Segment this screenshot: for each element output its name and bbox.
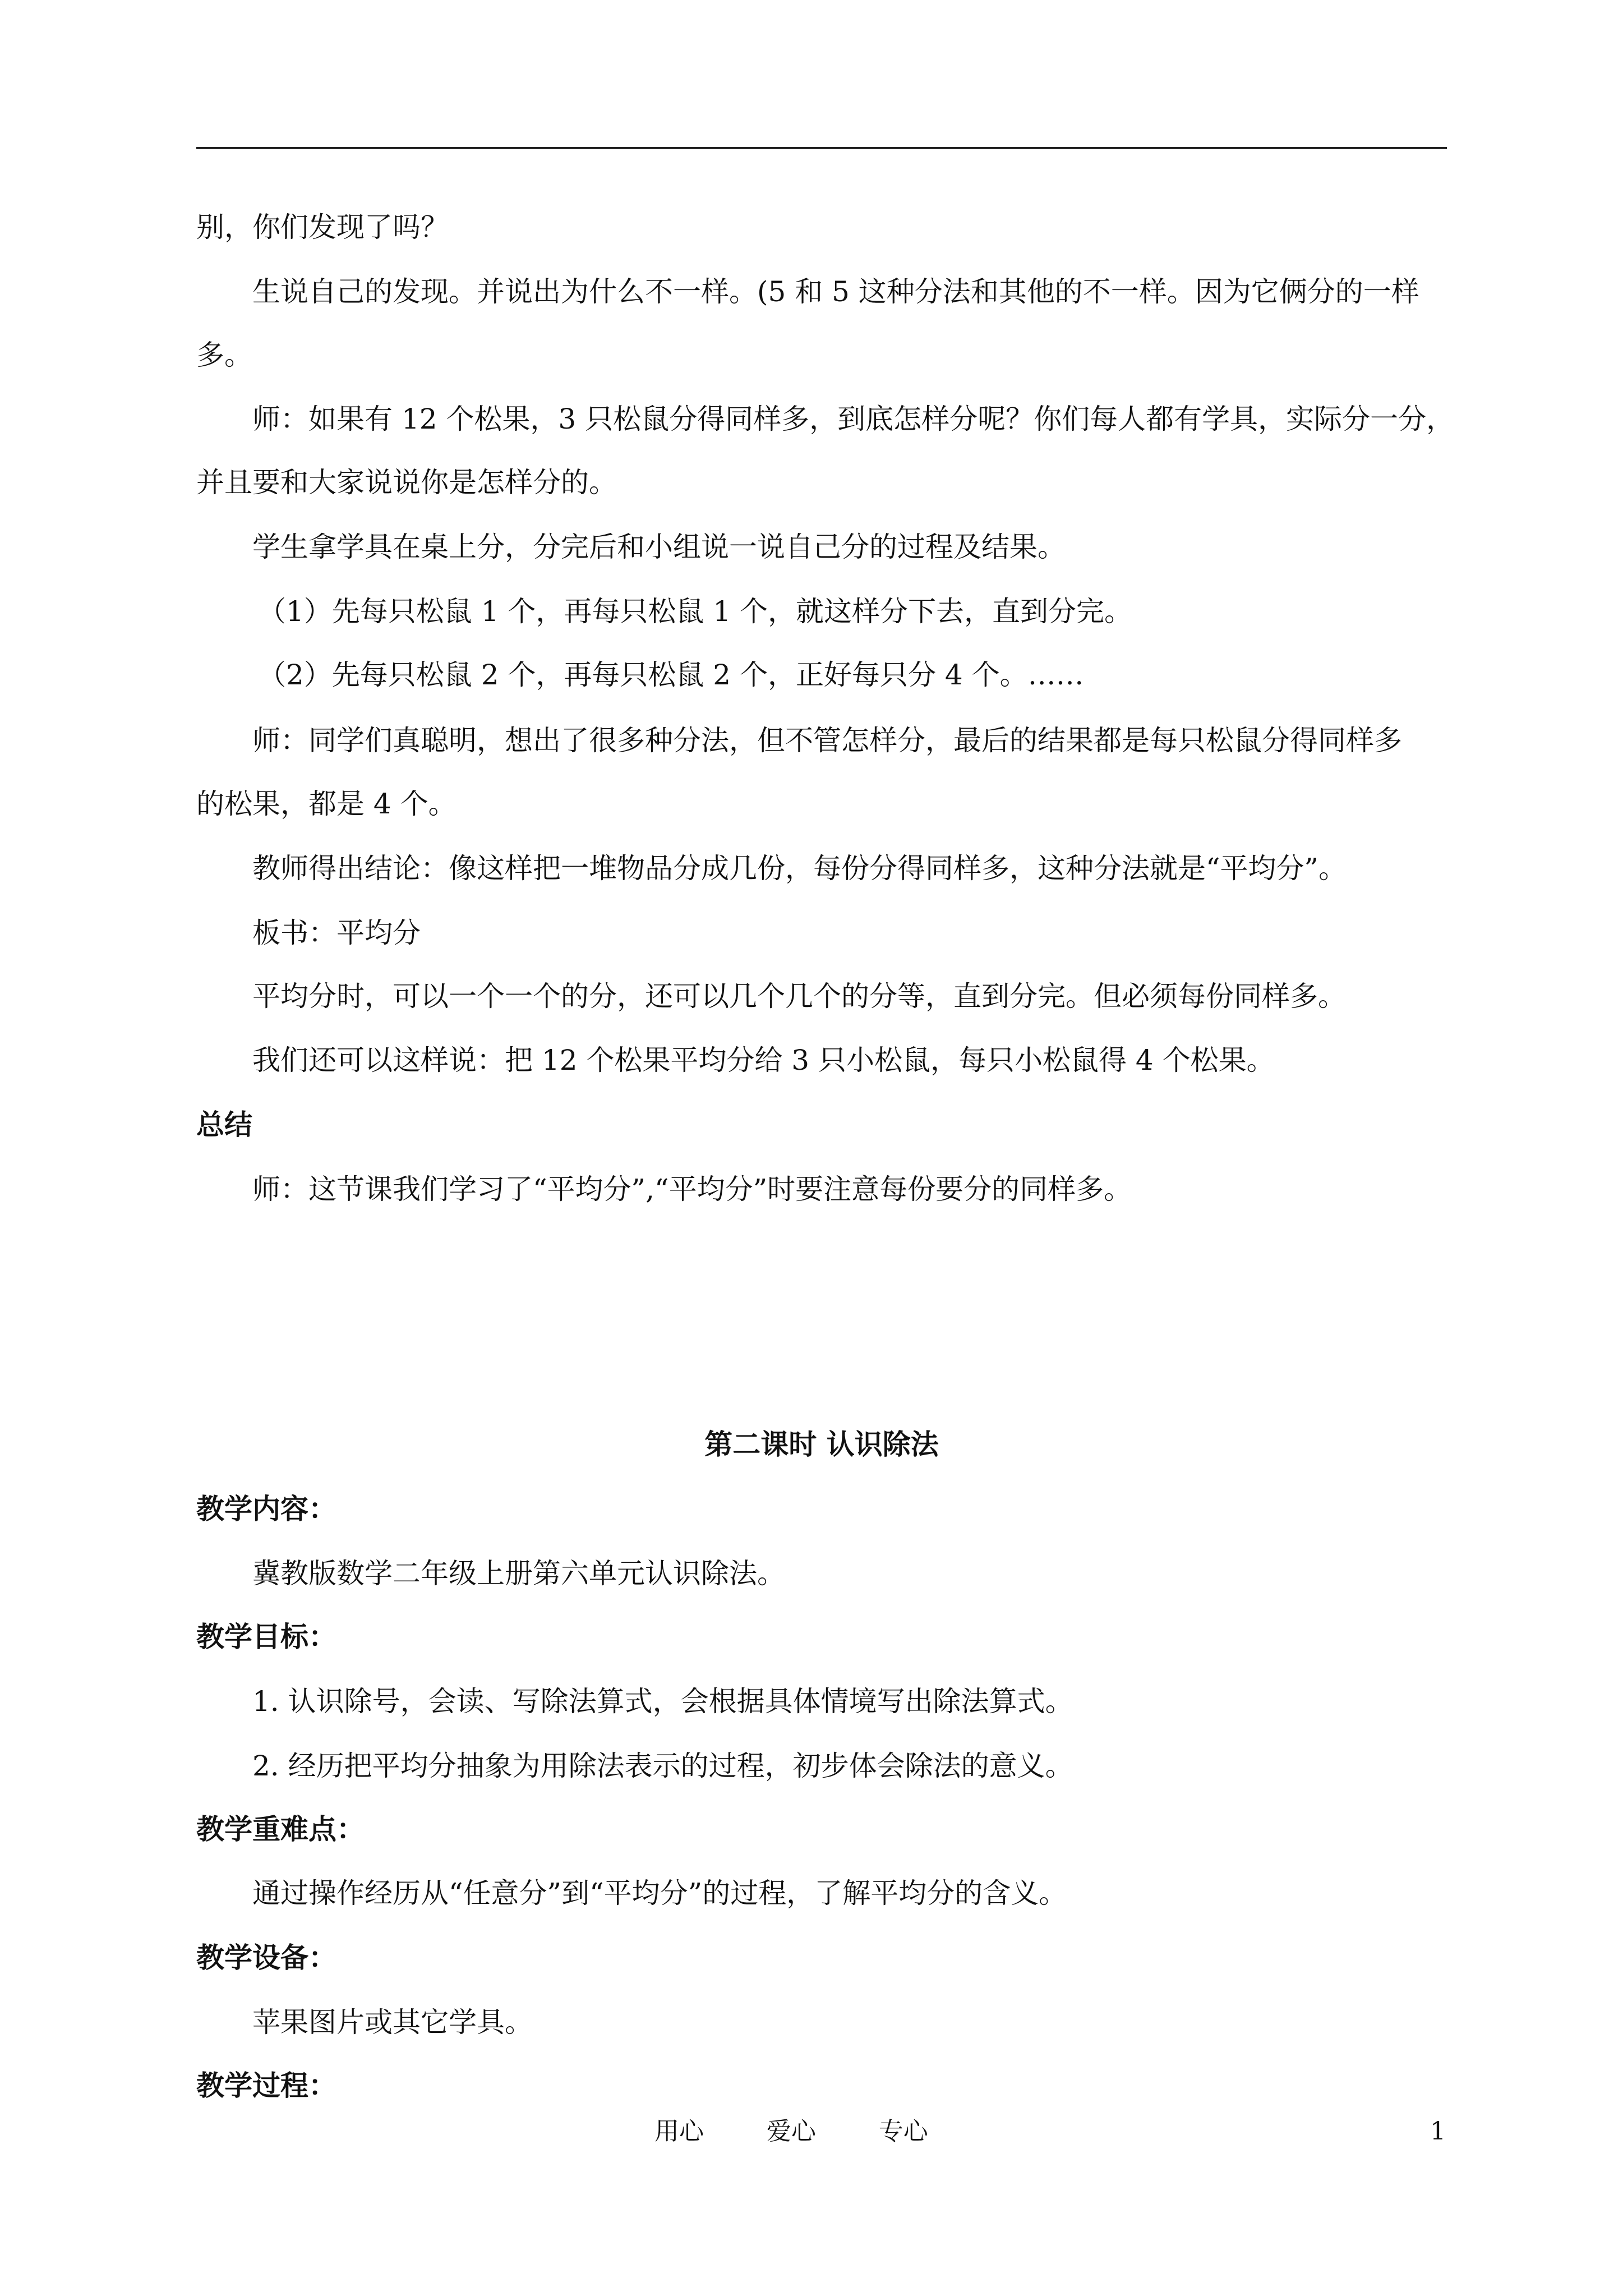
paragraph-line: 并且要和大家说说你是怎样分的。 bbox=[196, 466, 617, 499]
paragraph-line: 生说自己的发现。并说出为什么不一样。(5 和 5 这种分法和其他的不一样。因为它俩分的一样 bbox=[252, 275, 1419, 308]
paragraph-line: 师：如果有 12 个松果，3 只松鼠分得同样多，到底怎样分呢？你们每人都有学具，实际分一分， bbox=[252, 403, 1455, 435]
paragraph-line: 师：同学们真聪明，想出了很多种分法，但不管怎样分，最后的结果都是每只松鼠分得同样多 bbox=[252, 724, 1402, 757]
section-heading: 教学重难点： bbox=[196, 1812, 365, 1846]
section-heading: 教学目标： bbox=[196, 1620, 336, 1653]
lesson-title: 第二课时 认识除法 bbox=[704, 1428, 939, 1461]
header-rule bbox=[196, 147, 1447, 149]
paragraph-line: 别，你们发现了吗？ bbox=[196, 211, 449, 243]
section-heading: 教学设备： bbox=[196, 1941, 336, 1974]
list-item: （2）先每只松鼠 2 个，再每只松鼠 2 个，正好每只分 4 个。…… bbox=[258, 659, 1084, 691]
paragraph-line: 平均分时，可以一个一个的分，还可以几个几个的分等，直到分完。但必须每份同样多。 bbox=[252, 980, 1346, 1013]
paragraph-line: 的松果，都是 4 个。 bbox=[196, 788, 457, 820]
paragraph-line: 冀教版数学二年级上册第六单元认识除法。 bbox=[252, 1557, 785, 1590]
section-heading: 教学过程： bbox=[196, 2069, 336, 2102]
paragraph-line: 苹果图片或其它学具。 bbox=[252, 2006, 533, 2039]
paragraph-line: 师：这节课我们学习了“平均分”,“平均分”时要注意每份要分的同样多。 bbox=[252, 1173, 1132, 1205]
paragraph-line: 板书：平均分 bbox=[252, 917, 421, 949]
paragraph-line: 通过操作经历从“任意分”到“平均分”的过程，了解平均分的含义。 bbox=[252, 1877, 1067, 1910]
footer-motto: 用心 爱心 专心 bbox=[654, 2117, 928, 2146]
paragraph-line: 学生拿学具在桌上分，分完后和小组说一说自己分的过程及结果。 bbox=[252, 531, 1066, 563]
paragraph-line: 我们还可以这样说：把 12 个松果平均分给 3 只小松鼠，每只小松鼠得 4 个松果。 bbox=[252, 1044, 1275, 1076]
section-heading: 总结 bbox=[196, 1108, 252, 1141]
paragraph-line: 教师得出结论：像这样把一堆物品分成几份，每份分得同样多，这种分法就是“平均分”。 bbox=[252, 852, 1347, 885]
section-heading: 教学内容： bbox=[196, 1492, 336, 1525]
list-item: （1）先每只松鼠 1 个，再每只松鼠 1 个，就这样分下去，直到分完。 bbox=[258, 595, 1133, 628]
list-item: 2. 经历把平均分抽象为用除法表示的过程，初步体会除法的意义。 bbox=[252, 1750, 1073, 1782]
paragraph-line: 多。 bbox=[196, 339, 252, 371]
list-item: 1. 认识除号，会读、写除法算式，会根据具体情境写出除法算式。 bbox=[252, 1685, 1073, 1718]
page-footer bbox=[0, 2115, 1623, 2148]
page-number: 1 bbox=[1430, 2117, 1446, 2146]
